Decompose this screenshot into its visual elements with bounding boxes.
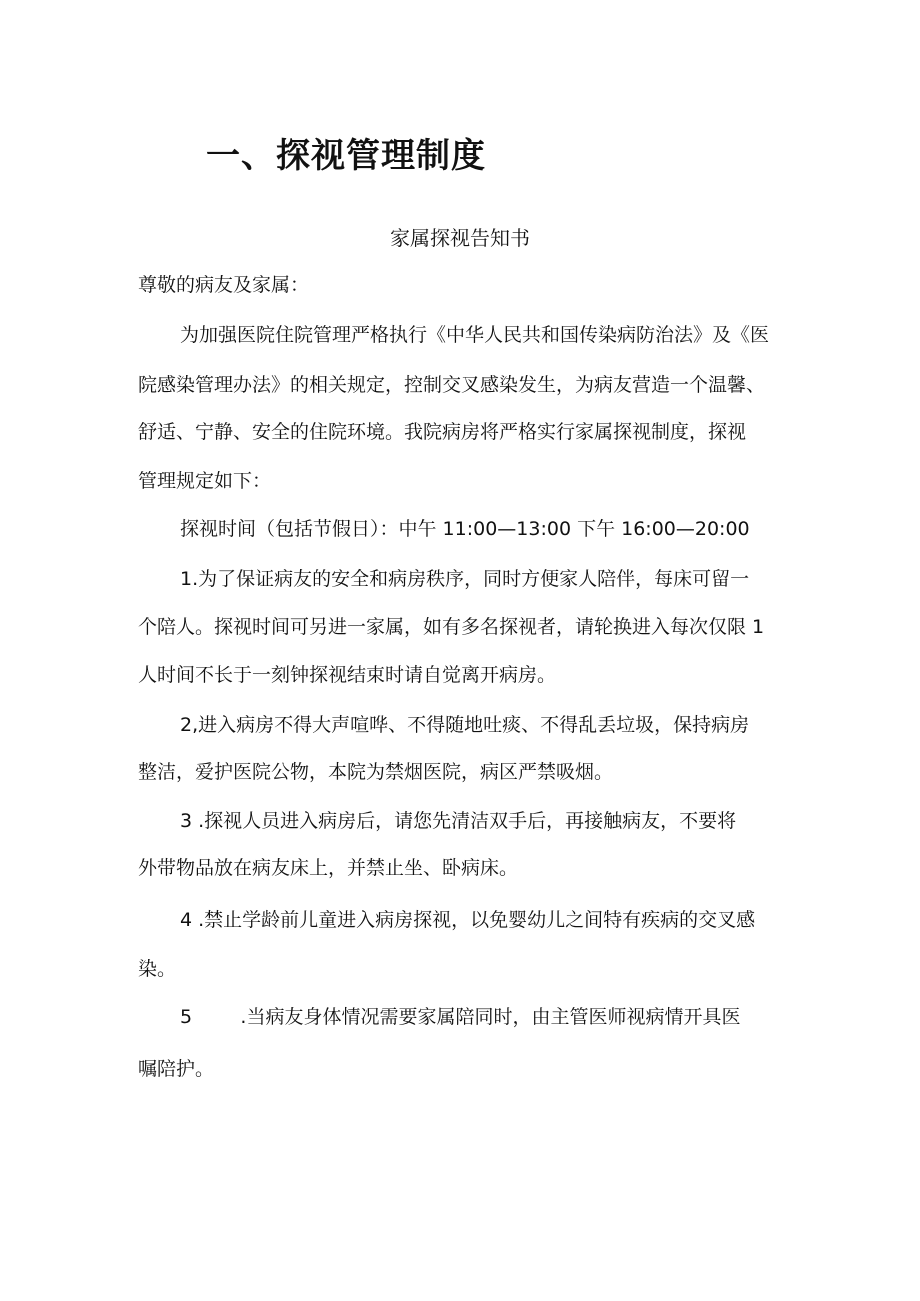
intro-line: 舒适、宁静、安全的住院环境。我院病房将严格实行家属探视制度，探视 [138, 421, 747, 443]
notice-title [0, 222, 920, 251]
intro-line: 管理规定如下： [138, 470, 272, 492]
rule-4-line: 4 .禁止学龄前儿童进入病房探视，以免婴幼儿之间特有疾病的交叉感 [180, 909, 756, 931]
rule-1-line: 个陪人。探视时间可另进一家属，如有多名探视者，请轮换进入每次仅限 1 [138, 616, 765, 638]
notice-title-text: 家属探视告知书 [390, 226, 530, 250]
rule-1-line: 1.为了保证病友的安全和病房秩序，同时方便家人陪伴，每床可留一 [180, 568, 750, 590]
rule-3-line: 外带物品放在病友床上，并禁止坐、卧病床。 [138, 857, 519, 879]
greeting: 尊敬的病友及家属： [138, 274, 310, 296]
rule-5-line: 嘱陪护。 [138, 1058, 215, 1080]
rule-3-line: 3 .探视人员进入病房后，请您先清洁双手后，再接触病友，不要将 [180, 810, 737, 832]
rule-2-line: 整洁，爱护医院公物，本院为禁烟医院，病区严禁吸烟。 [138, 761, 614, 783]
intro-line: 院感染管理办法》的相关规定，控制交叉感染发生，为病友营造一个温馨、 [138, 374, 766, 396]
page-title: 一、探视管理制度 [206, 136, 486, 176]
rule-2-line: 2,进入病房不得大声喧哗、不得随地吐痰、不得乱丢垃圾，保持病房 [180, 714, 750, 736]
rule-1-line: 人时间不长于一刻钟探视结束时请自觉离开病房。 [138, 664, 557, 686]
rule-5-line: 5 .当病友身体情况需要家属陪同时，由主管医师视病情开具医 [180, 1006, 741, 1028]
rule-4-line: 染。 [138, 958, 177, 980]
intro-line: 为加强医院住院管理严格执行《中华人民共和国传染病防治法》及《医 [180, 324, 770, 346]
visiting-hours: 探视时间（包括节假日）：中午 11:00—13:00 下午 16:00—20:00 [180, 518, 750, 540]
